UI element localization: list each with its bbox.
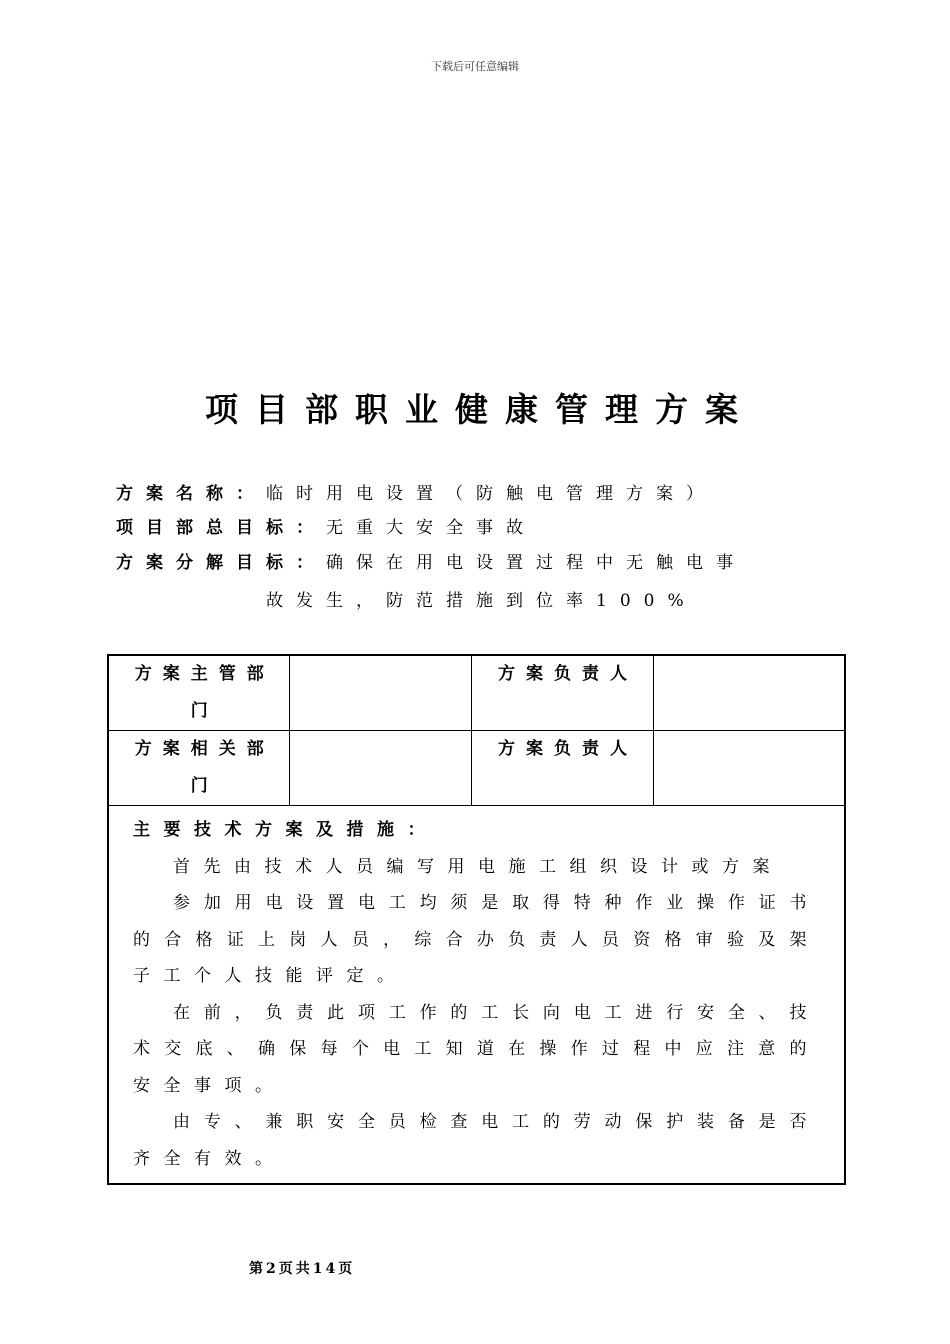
page-title: 项目部职业健康管理方案: [205, 390, 755, 429]
responsible-person-value-2: [653, 731, 845, 806]
overall-goal-label: 项目部总目标：: [116, 518, 326, 538]
sub-goal-line: [116, 548, 836, 573]
plan-name-label: 方案名称：: [116, 484, 266, 504]
overall-goal-line: [116, 513, 836, 538]
header-note: 下载后可任意编辑: [431, 60, 519, 73]
measure-item: 由专、兼职安全员检查电工的劳动保护装备是否齐全有效。: [133, 1112, 820, 1169]
sub-goal-value-line1: 确保在用电设置过程中无触电事: [326, 553, 746, 573]
plan-table: [107, 654, 846, 1185]
responsible-person-value: [653, 655, 845, 731]
responsible-person-label: 方案负责人: [471, 655, 653, 731]
table-row: [108, 655, 845, 731]
measures-cell: [108, 806, 845, 1185]
measure-item: 在前，负责此项工作的工长向电工进行安全、技术交底、确保每个电工知道在操作过程中应注意的安全事项。: [133, 1002, 820, 1096]
related-dept-value: [289, 731, 471, 806]
plan-name-line: [116, 479, 836, 504]
supervisor-dept-label: 方案主管部门: [108, 655, 289, 731]
page-footer: 第2页共14页: [249, 1261, 356, 1277]
sub-goal-label: 方案分解目标：: [116, 553, 326, 573]
measures-heading: 主要技术方案及措施：: [133, 820, 438, 840]
supervisor-dept-value: [289, 655, 471, 731]
overall-goal-value: 无重大安全事故: [326, 518, 536, 538]
sub-goal-line-2: [266, 586, 950, 611]
responsible-person-label-2: 方案负责人: [471, 731, 653, 806]
measure-item: 首先由技术人员编写用电施工组织设计或方案: [173, 856, 783, 877]
related-dept-label: 方案相关部门: [108, 731, 289, 806]
table-row: [108, 731, 845, 806]
sub-goal-value-line2: 故发生，防范措施到位率100%: [266, 591, 697, 611]
plan-name-value: 临时用电设置（防触电管理方案）: [266, 484, 716, 504]
table-row: [108, 806, 845, 1185]
measure-item: 参加用电设置电工均须是取得特种作业操作证书的合格证上岗人员，综合办负责人员资格审验及架子工个人技能评定。: [133, 893, 820, 986]
